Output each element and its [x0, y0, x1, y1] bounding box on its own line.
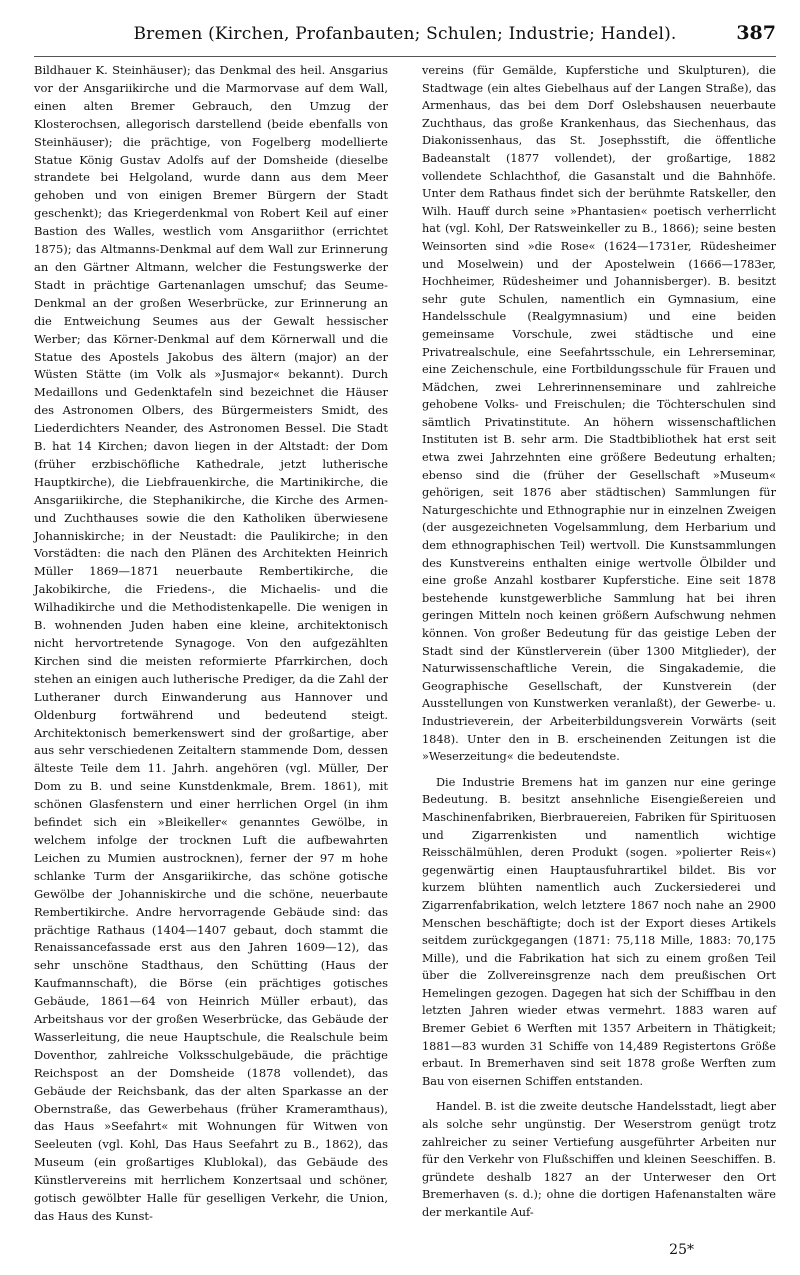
- header-rule: [34, 56, 776, 57]
- page-number: 387: [736, 22, 776, 44]
- running-header: [34, 20, 776, 50]
- right-column: [422, 62, 776, 1222]
- paragraph-industrie: Die Industrie Bremens hat im ganzen nur eine geringe Bedeutung. B. besitzt ansehnliche Eisengießereien und Maschinenfabriken, Bierbrauereien, Fabriken für Spirituosen und Zigarrenkisten und namentlich wichtige Reisschälmühlen, deren Produkt (sogen. »polierter Reis«) gegenwärtig einen Hauptausfuhrartikel bildet. Bis vor kurzem blühten namentlich auch Zuckersiederei und Zigarrenfabrikation, welch letztere 1867 noch nahe an 2900 Menschen beschäftigte; doch ist der Export dieses Artikels seitdem zurückgegangen (1871: 75,118 Mille, 1883: 70,175 Mille), und die Fabrikation hat sich zu einem großen Teil über die Zollvereinsgrenze nach dem preußischen Ort Hemelingen gezogen. Dagegen hat sich der Schiffbau in den letzten Jahren wieder etwas vermehrt. 1883 waren auf Bremer Gebiet 6 Werften mit 1357 Arbeitern in Thätigkeit; 1881—83 wurden 31 Schiffe von 14,489 Registertons Größe erbaut. In Bremerhaven sind seit 1878 große Werften zum Bau von eisernen Schiffen entstanden.: [422, 775, 776, 1088]
- paragraph: vereins (für Gemälde, Kupferstiche und Skulpturen), die Stadtwage (ein altes Giebelhaus auf der Langen Straße), das Armenhaus, das bei dem Dorf Oslebshausen neuerbaute Zuchthaus, das große Krankenhaus, das Siechenhaus, das Diakonissenhaus, das St. Josephsstift, die öffentliche Badeanstalt (1877 vollendet), der großartige, 1882 vollendete Schlachthof, die Gasanstalt und die Bahnhöfe. Unter dem Rathaus findet sich der berühmte Ratskeller, den Wilh. Hauff durch seine »Phantasien« poetisch verherrlicht hat (vgl. Kohl, Der Ratsweinkeller zu B., 1866); seine besten Weinsorten sind »die Rose« (1624—1731er, Rüdesheimer und Moselwein) und der Apostelwein (1666—1783er, Hochheimer, Rüdesheimer und Johannisberger). B. besitzt sehr gute Schulen, namentlich ein Gymnasium, eine Handelsschule (Realgymnasium) und eine beiden gemeinsame Vorschule, zwei städtische und eine Privatrealschule, eine Seefahrtsschule, ein Lehrerseminar, eine Zeichenschule, eine Fortbildungsschule für Frauen und Mädchen, zwei Lehrerinnenseminare und zahlreiche gehobene Volks- und Freischulen; die Töchterschulen sind sämtlich Privatinstitute. An höhern wissenschaftlichen Instituten ist B. sehr arm. Die Stadtbibliothek hat erst seit etwa zwei Jahrzehnten eine größere Bedeutung erhalten; ebenso sind die (früher der Gesellschaft »Museum« gehörigen, seit 1876 aber städtischen) Sammlungen für Naturgeschichte und Ethnographie nur in einzelnen Zweigen (der ausgezeichneten Vogelsammlung, dem Herbarium und dem ethnographischen Teil) wertvoll. Die Kunstsammlungen des Kunstvereins enthalten einige wertvolle Ölbilder und eine große Anzahl kostbarer Kupferstiche. Eine seit 1878 bestehende kunstgewerbliche Sammlung hat bei ihren geringen Mitteln noch keinen größern Aufschwung nehmen können. Von großer Bedeutung für das geistige Leben der Stadt sind der Künstlerverein (über 1300 Mitglieder), der Naturwissenschaftliche Verein, die Singakademie, die Geographische Gesellschaft, der Kunstverein (der Ausstellungen von Kunstwerken veranlaßt), der Gewerbe- u. Industrieverein, der Arbeiterbildungsverein Vorwärts (seit 1848). Unter den in B. erscheinenden Zeitungen ist die »Weserzeitung« die bedeutendste.: [422, 64, 776, 764]
- running-head-title: Bremen (Kirchen, Profanbauten; Schulen; Industrie; Handel).: [133, 24, 677, 44]
- paragraph: Bildhauer K. Steinhäuser); das Denkmal des heil. Ansgarius vor der Ansgariikirche und die Marmorvase auf dem Wall, einen alten Bremer Gebrauch, den Umzug der Klosterochsen, allegorisch darstellend (beide ebenfalls von Steinhäuser); die prächtige, von Fogelberg modellierte Statue König Gustav Adolfs auf der Domsheide (dieselbe strandete bei Helgoland, wurde dann aus dem Meer gehoben und von einigen Bremer Bürgern der Stadt geschenkt); das Kriegerdenkmal von Robert Keil auf einer Bastion des Walles, westlich vom Ansgariithor (errichtet 1875); das Altmanns-Denkmal auf dem Wall zur Erinnerung an den Gärtner Altmann, welcher die Festungswerke der Stadt in prächtige Gartenanlagen umschuf; das Seume-Denkmal an der großen Weserbrücke, zur Erinnerung an die Entweichung Seumes aus der Gewalt hessischer Werber; das Körner-Denkmal auf dem Körnerwall und die Statue des Apostels Jakobus des ältern (major) an der Wüsten Stätte (im Volk als »Jusmajor« bekannt). Durch Medaillons und Gedenktafeln sind bezeichnet die Häuser des Astronomen Olbers, des Bürgermeisters Smidt, des Liederdichters Neander, des Astronomen Bessel. Die Stadt B. hat 14 Kirchen; davon liegen in der Altstadt: der Dom (früher erzbischöfliche Kathedrale, jetzt lutherische Hauptkirche), die Liebfrauenkirche, die Martinikirche, die Ansgariikirche, die Stephanikirche, die Kirche des Armen- und Zuchthauses sowie die den Katholiken überwiesene Johanniskirche; in der Neustadt: die Paulikirche; in den Vorstädten: die nach den Plänen des Architekten Heinrich Müller 1869—1871 neuerbaute Rembertikirche, die Jakobikirche, die Friedens-, die Michaelis- und die Wilhadikirche und die Methodistenkapelle. Die wenigen in B. wohnenden Juden haben eine kleine, architektonisch nicht hervortretende Synagoge. Von den aufgezählten Kirchen sind die meisten reformierte Pfarrkirchen, doch stehen an einigen auch lutherische Prediger, da die Zahl der Lutheraner durch Einwanderung aus Hannover und Oldenburg fortwährend und bedeutend steigt. Architektonisch bemerkenswert sind der großartige, aber aus sehr verschiedenen Zeitaltern stammende Dom, dessen älteste Teile dem 11. Jahrh. angehören (vgl. Müller, Der Dom zu B. und seine Kunstdenkmale, Brem. 1861), mit schönen Glasfenstern und einer herrlichen Orgel (in ihm befindet sich ein »Bleikeller« genanntes Gewölbe, in welchem infolge der trocknen Luft die aufbewahrten Leichen zu Mumien austrocknen), ferner der 97 m hohe schlanke Turm der Ansgariikirche, das schöne gotische Gewölbe der Johanniskirche und die schöne, neuerbaute Rembertikirche. Andre hervorragende Gebäude sind: das prächtige Rathaus (1404—1407 gebaut, doch stammt die Renaissancefassade erst aus den Jahren 1609—12), das sehr unschöne Stadthaus, den Schütting (Haus der Kaufmannschaft), die Börse (ein prächtiges gotisches Gebäude, 1861—64 von Heinrich Müller erbaut), das Arbeitshaus vor der großen Weserbrücke, das Gebäude der Wasserleitung, die neue Hauptschule, die Realschule beim Doventhor, zahlreiche Volksschulgebäude, die prächtige Reichspost an der Domsheide (1878 vollendet), das Gebäude der Reichsbank, das der alten Sparkasse an der Obernstraße, das Gewerbehaus (früher Krameramthaus), das Haus »Seefahrt« mit Wohnungen für Witwen von Seeleuten (vgl. Kohl, Das Haus Seefahrt zu B., 1862), das Museum (ein großartiges Klublokal), das Gebäude des Künstlervereins mit herrlichem Konzertsaal und schöner, gotisch gewölbter Halle für geselligen Verkehr, die Union, das Haus des Kunst-: [34, 63, 388, 1223]
- printer-signature: 25*: [669, 1242, 694, 1258]
- paragraph-handel: Handel. B. ist die zweite deutsche Handelsstadt, liegt aber als solche sehr ungünstig. Der Weserstrom genügt trotz zahlreicher zu seiner Vertiefung ausgeführter Arbeiten nur für den Verkehr von Flußschiffen und kleinen Seeschiffen. B. gründete deshalb 1827 an der Unterweser den Ort Bremerhaven (s. d.); ohne die dortigen Hafenanstalten wäre der merkantile Auf-: [422, 1100, 776, 1219]
- left-column: [34, 62, 388, 1226]
